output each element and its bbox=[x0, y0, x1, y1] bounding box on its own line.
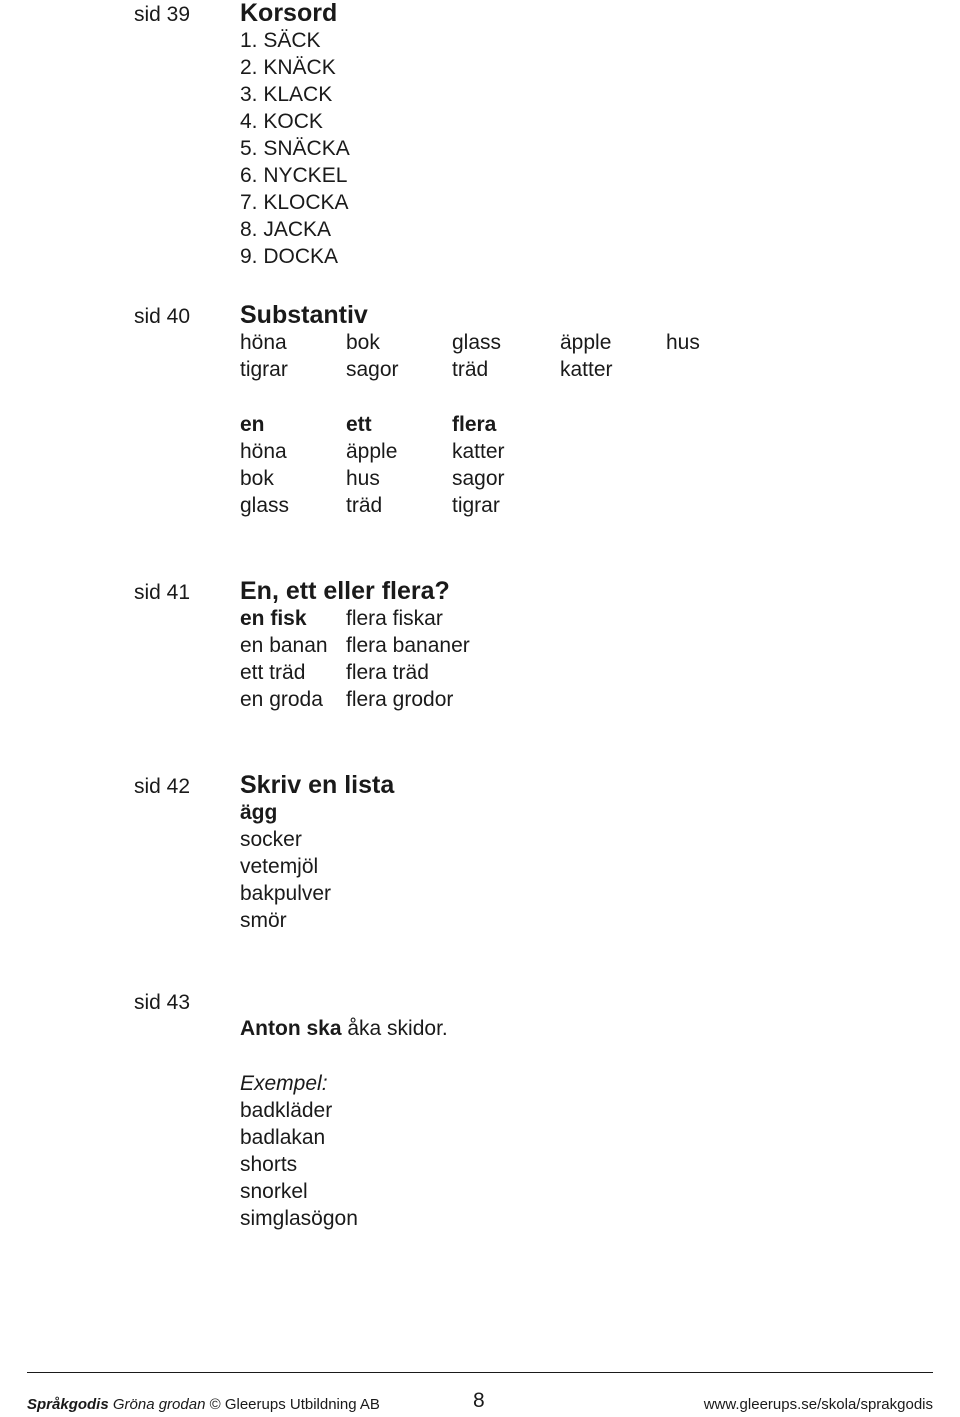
page-footer bbox=[27, 1389, 933, 1417]
sentence-bold: Anton ska bbox=[240, 1017, 342, 1040]
page-ref-42: sid 42 bbox=[134, 775, 191, 798]
list-item: 1. SÄCK bbox=[240, 29, 321, 52]
table-cell: hus bbox=[346, 467, 380, 490]
table-cell: flera träd bbox=[346, 661, 429, 684]
footer-credits bbox=[27, 1395, 380, 1415]
list-item: 4. KOCK bbox=[240, 110, 323, 133]
word-row bbox=[240, 356, 700, 383]
word: hus bbox=[666, 331, 700, 354]
page-number: 8 bbox=[473, 1389, 485, 1412]
table-row bbox=[240, 659, 470, 686]
section-title: Substantiv bbox=[240, 301, 368, 329]
table-cell: äpple bbox=[346, 440, 398, 463]
table-cell: flera bananer bbox=[346, 634, 470, 657]
section-title: Skriv en lista bbox=[240, 771, 395, 799]
list-item: simglasögon bbox=[240, 1207, 358, 1230]
section-en-ett-flera bbox=[240, 578, 470, 713]
table-cell: glass bbox=[240, 494, 290, 517]
list-item: bakpulver bbox=[240, 882, 332, 905]
word: glass bbox=[452, 331, 502, 354]
section-exempel bbox=[240, 1070, 358, 1232]
list-item: badlakan bbox=[240, 1126, 326, 1149]
table-row bbox=[240, 492, 505, 519]
table-cell: höna bbox=[240, 440, 287, 463]
table-cell: en banan bbox=[240, 634, 328, 657]
word: höna bbox=[240, 331, 287, 354]
brand-name: Språkgodis bbox=[27, 1396, 109, 1413]
table-cell: sagor bbox=[452, 467, 505, 490]
column-header-ett: ett bbox=[346, 413, 372, 436]
list-item: 7. KLOCKA bbox=[240, 191, 349, 214]
table-cell: katter bbox=[452, 440, 505, 463]
page-ref-41: sid 41 bbox=[134, 581, 191, 604]
section-title: Korsord bbox=[240, 0, 338, 27]
page-ref-39: sid 39 bbox=[134, 3, 191, 26]
word: äpple bbox=[560, 331, 612, 354]
list-item: snorkel bbox=[240, 1180, 308, 1203]
list-item: 9. DOCKA bbox=[240, 245, 339, 268]
list-item: ägg bbox=[240, 801, 278, 824]
column-header-en: en bbox=[240, 413, 265, 436]
section-anton bbox=[240, 1015, 448, 1042]
book-title: Gröna grodan bbox=[112, 1396, 206, 1413]
section-title: En, ett eller flera? bbox=[240, 577, 450, 605]
example-sentence bbox=[240, 1015, 448, 1042]
list-item: 2. KNÄCK bbox=[240, 56, 336, 79]
table-row bbox=[240, 438, 505, 465]
word: bok bbox=[346, 331, 380, 354]
table-cell: bok bbox=[240, 467, 274, 490]
list-item: badkläder bbox=[240, 1099, 333, 1122]
table-cell: ett träd bbox=[240, 661, 306, 684]
table-en-ett-flera bbox=[240, 411, 505, 519]
table-header bbox=[240, 411, 505, 438]
section-substantiv bbox=[240, 302, 700, 383]
table-cell: flera grodor bbox=[346, 688, 454, 711]
list-item: smör bbox=[240, 909, 287, 932]
list-item: shorts bbox=[240, 1153, 298, 1176]
word: tigrar bbox=[240, 358, 288, 381]
section-korsord bbox=[240, 0, 350, 270]
word: katter bbox=[560, 358, 613, 381]
copyright: © Gleerups Utbildning AB bbox=[209, 1396, 380, 1413]
word-row bbox=[240, 329, 700, 356]
list-item: 8. JACKA bbox=[240, 218, 332, 241]
footer-divider bbox=[27, 1372, 933, 1373]
list-item: vetemjöl bbox=[240, 855, 319, 878]
table-row bbox=[240, 605, 470, 632]
table-cell: tigrar bbox=[452, 494, 500, 517]
page-ref-40: sid 40 bbox=[134, 305, 191, 328]
table-cell: flera fiskar bbox=[346, 607, 443, 630]
table-cell: träd bbox=[346, 494, 383, 517]
sentence-rest: åka skidor. bbox=[341, 1017, 448, 1040]
table-cell: en fisk bbox=[240, 607, 307, 630]
table-row bbox=[240, 465, 505, 492]
page-ref-43: sid 43 bbox=[134, 991, 191, 1014]
list-item: 5. SNÄCKA bbox=[240, 137, 350, 160]
list-item: socker bbox=[240, 828, 302, 851]
table-row bbox=[240, 632, 470, 659]
column-header-flera: flera bbox=[452, 413, 497, 436]
example-label: Exempel: bbox=[240, 1072, 328, 1095]
word: sagor bbox=[346, 358, 399, 381]
word: träd bbox=[452, 358, 489, 381]
footer-url[interactable]: www.gleerups.se/skola/sprakgodis bbox=[703, 1396, 933, 1413]
section-skriv-en-lista bbox=[240, 772, 394, 934]
table-row bbox=[240, 686, 470, 713]
list-item: 6. NYCKEL bbox=[240, 164, 348, 187]
list-item: 3. KLACK bbox=[240, 83, 333, 106]
table-cell: en groda bbox=[240, 688, 323, 711]
